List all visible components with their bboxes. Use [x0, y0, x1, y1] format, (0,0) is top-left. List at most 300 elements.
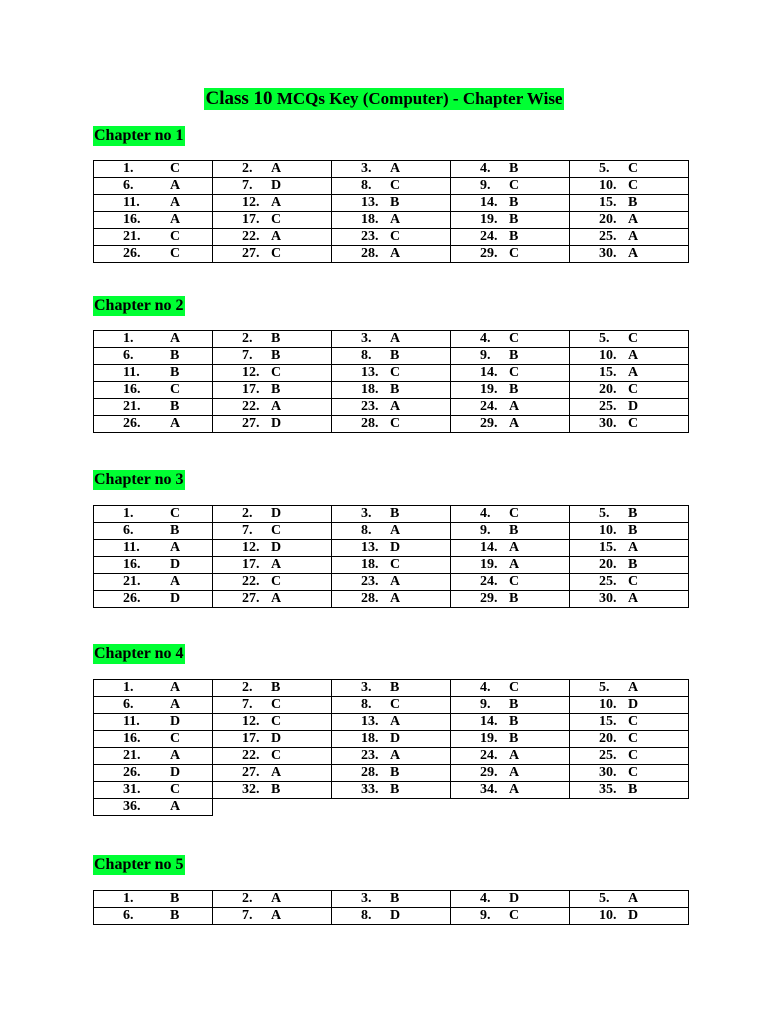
- answer-row: [94, 229, 689, 246]
- answer-letter: C: [170, 229, 181, 244]
- question-number: 5.: [599, 680, 610, 695]
- answer-cell: [451, 382, 570, 399]
- question-number: 2.: [242, 161, 253, 176]
- answer-row: [94, 331, 689, 348]
- answer-letter: A: [170, 331, 181, 346]
- answer-cell: [570, 731, 689, 748]
- question-number: 13.: [361, 195, 379, 210]
- answer-letter: A: [628, 348, 639, 363]
- answer-letter: A: [271, 161, 282, 176]
- question-number: 22.: [242, 574, 260, 589]
- answer-cell: [332, 731, 451, 748]
- answer-letter: B: [271, 382, 281, 397]
- answer-cell: [213, 540, 332, 557]
- answer-cell: [332, 891, 451, 908]
- answer-cell: [94, 765, 213, 782]
- question-number: 8.: [361, 697, 372, 712]
- answer-letter: C: [390, 178, 401, 193]
- answer-letter: B: [390, 348, 400, 363]
- answer-cell: [570, 680, 689, 697]
- question-number: 27.: [242, 591, 260, 606]
- answer-cell: [213, 229, 332, 246]
- answer-letter: C: [628, 161, 639, 176]
- answer-letter: A: [390, 523, 401, 538]
- answer-cell: [332, 591, 451, 608]
- question-number: 22.: [242, 399, 260, 414]
- answer-cell: [332, 331, 451, 348]
- answer-cell: [94, 365, 213, 382]
- answer-letter: B: [628, 506, 638, 521]
- question-number: 10.: [599, 523, 617, 538]
- answer-cell: [451, 574, 570, 591]
- question-number: 3.: [361, 506, 372, 521]
- answer-cell: [570, 212, 689, 229]
- question-number: 16.: [123, 557, 141, 572]
- question-number: 2.: [242, 891, 253, 906]
- answer-cell: [451, 195, 570, 212]
- answer-letter: C: [509, 680, 520, 695]
- question-number: 4.: [480, 891, 491, 906]
- answer-letter: D: [390, 540, 401, 555]
- answer-cell: [332, 229, 451, 246]
- answer-cell: [213, 908, 332, 925]
- answer-letter: C: [271, 748, 282, 763]
- answer-cell: [451, 246, 570, 263]
- answer-cell: [94, 178, 213, 195]
- answer-letter: C: [271, 574, 282, 589]
- question-number: 35.: [599, 782, 617, 797]
- answer-letter: C: [628, 731, 639, 746]
- answer-cell: [94, 748, 213, 765]
- question-number: 4.: [480, 331, 491, 346]
- answer-letter: A: [390, 331, 401, 346]
- answer-cell: [213, 178, 332, 195]
- answer-cell: [213, 195, 332, 212]
- question-number: 6.: [123, 908, 134, 923]
- chapter-5-answer-table: [93, 890, 689, 925]
- question-number: 24.: [480, 748, 498, 763]
- answer-cell: [332, 506, 451, 523]
- question-number: 11.: [123, 365, 140, 380]
- answer-letter: C: [271, 714, 282, 729]
- answer-letter: B: [390, 782, 400, 797]
- answer-letter: A: [628, 229, 639, 244]
- answer-letter: A: [170, 416, 181, 431]
- answer-letter: A: [170, 799, 181, 814]
- question-number: 26.: [123, 765, 141, 780]
- question-number: 21.: [123, 748, 141, 763]
- answer-letter: C: [509, 506, 520, 521]
- question-number: 11.: [123, 714, 140, 729]
- question-number: 19.: [480, 557, 498, 572]
- question-number: 1.: [123, 161, 134, 176]
- answer-letter: C: [170, 382, 181, 397]
- question-number: 9.: [480, 697, 491, 712]
- chapter-1-answer-table: [93, 160, 689, 263]
- answer-letter: A: [509, 399, 520, 414]
- answer-letter: A: [509, 748, 520, 763]
- answer-cell: [213, 891, 332, 908]
- answer-cell: [570, 557, 689, 574]
- answer-letter: C: [271, 212, 282, 227]
- question-number: 23.: [361, 399, 379, 414]
- answer-row: [94, 416, 689, 433]
- question-number: 17.: [242, 557, 260, 572]
- answer-cell: [570, 697, 689, 714]
- answer-cell: [451, 399, 570, 416]
- answer-letter: C: [628, 382, 639, 397]
- answer-cell: [570, 416, 689, 433]
- answer-cell: [94, 557, 213, 574]
- answer-letter: A: [628, 246, 639, 261]
- answer-cell: [570, 195, 689, 212]
- answer-cell: [451, 348, 570, 365]
- answer-letter: D: [271, 540, 282, 555]
- question-number: 11.: [123, 195, 140, 210]
- document-title: [204, 88, 565, 110]
- question-number: 2.: [242, 506, 253, 521]
- answer-cell: [570, 908, 689, 925]
- answer-cell: [332, 697, 451, 714]
- answer-letter: C: [628, 331, 639, 346]
- answer-row: [94, 557, 689, 574]
- answer-cell: [570, 506, 689, 523]
- question-number: 29.: [480, 591, 498, 606]
- answer-cell: [332, 540, 451, 557]
- question-number: 3.: [361, 161, 372, 176]
- answer-cell: [570, 161, 689, 178]
- answer-cell: [213, 331, 332, 348]
- question-number: 4.: [480, 161, 491, 176]
- chapter-3-answer-table: [93, 505, 689, 608]
- question-number: 30.: [599, 765, 617, 780]
- answer-cell: [94, 161, 213, 178]
- answer-letter: D: [628, 697, 639, 712]
- answer-row: [94, 697, 689, 714]
- answer-letter: B: [170, 908, 180, 923]
- question-number: 21.: [123, 229, 141, 244]
- answer-letter: A: [271, 195, 282, 210]
- answer-letter: A: [271, 591, 282, 606]
- question-number: 23.: [361, 574, 379, 589]
- answer-cell: [570, 382, 689, 399]
- question-number: 12.: [242, 714, 260, 729]
- question-number: 7.: [242, 178, 253, 193]
- question-number: 17.: [242, 212, 260, 227]
- answer-letter: A: [390, 399, 401, 414]
- question-number: 5.: [599, 891, 610, 906]
- question-number: 8.: [361, 908, 372, 923]
- answer-cell: [332, 748, 451, 765]
- question-number: 6.: [123, 348, 134, 363]
- answer-cell: [332, 908, 451, 925]
- answer-cell: [451, 365, 570, 382]
- answer-cell: [451, 748, 570, 765]
- answer-cell: [570, 399, 689, 416]
- answer-cell: [94, 506, 213, 523]
- answer-letter: A: [271, 891, 282, 906]
- answer-letter: A: [390, 161, 401, 176]
- question-number: 29.: [480, 416, 498, 431]
- question-number: 10.: [599, 908, 617, 923]
- answer-cell: [213, 212, 332, 229]
- answer-cell: [451, 506, 570, 523]
- answer-letter: A: [628, 591, 639, 606]
- answer-letter: C: [170, 506, 181, 521]
- answer-cell: [213, 714, 332, 731]
- question-number: 34.: [480, 782, 498, 797]
- question-number: 19.: [480, 212, 498, 227]
- answer-cell: [332, 161, 451, 178]
- answer-cell: [213, 748, 332, 765]
- answer-letter: B: [390, 765, 400, 780]
- question-number: 17.: [242, 382, 260, 397]
- question-number: 7.: [242, 697, 253, 712]
- answer-letter: C: [509, 574, 520, 589]
- answer-letter: A: [628, 680, 639, 695]
- question-number: 1.: [123, 506, 134, 521]
- answer-cell: [94, 195, 213, 212]
- question-number: 7.: [242, 348, 253, 363]
- chapter-4-answer-table: [93, 679, 689, 816]
- question-number: 16.: [123, 731, 141, 746]
- answer-letter: C: [390, 416, 401, 431]
- answer-letter: A: [271, 399, 282, 414]
- answer-cell: [570, 178, 689, 195]
- answer-cell: [570, 891, 689, 908]
- answer-cell: [213, 382, 332, 399]
- question-number: 14.: [480, 540, 498, 555]
- question-number: 3.: [361, 680, 372, 695]
- answer-row: [94, 178, 689, 195]
- question-number: 28.: [361, 416, 379, 431]
- answer-cell: [332, 178, 451, 195]
- question-number: 17.: [242, 731, 260, 746]
- answer-letter: C: [170, 731, 181, 746]
- question-number: 22.: [242, 748, 260, 763]
- answer-letter: B: [628, 782, 638, 797]
- chapter-4-heading: Chapter no 4: [94, 645, 184, 662]
- question-number: 11.: [123, 540, 140, 555]
- answer-cell: [570, 365, 689, 382]
- answer-row: [94, 591, 689, 608]
- answer-cell: [332, 714, 451, 731]
- question-number: 26.: [123, 591, 141, 606]
- question-number: 5.: [599, 161, 610, 176]
- answer-cell: [94, 540, 213, 557]
- question-number: 23.: [361, 229, 379, 244]
- answer-letter: C: [170, 782, 181, 797]
- question-number: 1.: [123, 891, 134, 906]
- answer-letter: B: [509, 591, 519, 606]
- answer-letter: A: [271, 229, 282, 244]
- answer-cell: [332, 382, 451, 399]
- answer-letter: C: [509, 178, 520, 193]
- answer-row: [94, 246, 689, 263]
- answer-letter: C: [509, 331, 520, 346]
- question-number: 29.: [480, 765, 498, 780]
- answer-letter: B: [271, 331, 281, 346]
- question-number: 3.: [361, 331, 372, 346]
- question-number: 9.: [480, 178, 491, 193]
- answer-cell: [570, 348, 689, 365]
- question-number: 33.: [361, 782, 379, 797]
- answer-letter: B: [390, 891, 400, 906]
- answer-letter: C: [390, 557, 401, 572]
- question-number: 24.: [480, 574, 498, 589]
- question-number: 28.: [361, 765, 379, 780]
- answer-cell: [451, 229, 570, 246]
- answer-letter: D: [271, 178, 282, 193]
- answer-letter: A: [390, 246, 401, 261]
- question-number: 13.: [361, 714, 379, 729]
- answer-letter: B: [509, 161, 519, 176]
- answer-letter: D: [170, 765, 181, 780]
- answer-cell: [570, 540, 689, 557]
- answer-letter: A: [170, 680, 181, 695]
- answer-letter: A: [170, 178, 181, 193]
- question-number: 10.: [599, 178, 617, 193]
- chapter-2-answer-table: [93, 330, 689, 433]
- question-number: 20.: [599, 212, 617, 227]
- answer-letter: B: [170, 891, 180, 906]
- answer-letter: A: [170, 195, 181, 210]
- question-number: 10.: [599, 697, 617, 712]
- question-number: 2.: [242, 680, 253, 695]
- answer-letter: B: [509, 731, 519, 746]
- answer-letter: A: [170, 748, 181, 763]
- answer-cell: [213, 161, 332, 178]
- answer-letter: D: [628, 908, 639, 923]
- answer-cell: [332, 765, 451, 782]
- question-number: 12.: [242, 195, 260, 210]
- answer-cell: [94, 891, 213, 908]
- answer-letter: A: [170, 212, 181, 227]
- answer-row: [94, 195, 689, 212]
- answer-cell: [332, 416, 451, 433]
- answer-cell: [94, 908, 213, 925]
- answer-cell: [451, 697, 570, 714]
- answer-row: [94, 680, 689, 697]
- answer-row: [94, 382, 689, 399]
- question-number: 22.: [242, 229, 260, 244]
- answer-letter: C: [628, 178, 639, 193]
- answer-letter: D: [170, 591, 181, 606]
- answer-letter: A: [509, 782, 520, 797]
- answer-cell: [94, 574, 213, 591]
- answer-letter: A: [390, 714, 401, 729]
- answer-letter: B: [390, 506, 400, 521]
- question-number: 20.: [599, 731, 617, 746]
- question-number: 12.: [242, 365, 260, 380]
- question-number: 6.: [123, 178, 134, 193]
- answer-letter: A: [628, 891, 639, 906]
- answer-letter: A: [390, 212, 401, 227]
- answer-cell: [94, 697, 213, 714]
- answer-cell: [213, 697, 332, 714]
- question-number: 18.: [361, 382, 379, 397]
- answer-row: [94, 161, 689, 178]
- answer-cell: [94, 714, 213, 731]
- answer-row: [94, 365, 689, 382]
- question-number: 32.: [242, 782, 260, 797]
- answer-row: [94, 908, 689, 925]
- question-number: 24.: [480, 229, 498, 244]
- question-number: 20.: [599, 382, 617, 397]
- answer-letter: C: [170, 246, 181, 261]
- chapter-3-heading: Chapter no 3: [94, 471, 184, 488]
- question-number: 8.: [361, 523, 372, 538]
- answer-cell: [451, 891, 570, 908]
- chapter-5-heading: Chapter no 5: [94, 856, 184, 873]
- answer-cell: [94, 731, 213, 748]
- question-number: 14.: [480, 365, 498, 380]
- answer-cell: [332, 557, 451, 574]
- answer-letter: B: [628, 523, 638, 538]
- answer-letter: C: [509, 908, 520, 923]
- answer-cell: [94, 799, 213, 816]
- answer-letter: B: [390, 382, 400, 397]
- answer-cell: [570, 229, 689, 246]
- question-number: 9.: [480, 348, 491, 363]
- question-number: 8.: [361, 348, 372, 363]
- question-number: 13.: [361, 540, 379, 555]
- answer-cell: [332, 399, 451, 416]
- answer-cell: [213, 365, 332, 382]
- question-number: 6.: [123, 697, 134, 712]
- answer-letter: B: [170, 399, 180, 414]
- answer-cell: [94, 523, 213, 540]
- answer-letter: B: [390, 195, 400, 210]
- answer-cell: [332, 574, 451, 591]
- answer-cell: [451, 591, 570, 608]
- answer-letter: D: [271, 506, 282, 521]
- answer-row: [94, 574, 689, 591]
- document-title-prefix: Class 10: [205, 88, 273, 109]
- answer-cell: [332, 212, 451, 229]
- question-number: 15.: [599, 195, 617, 210]
- answer-cell: [451, 540, 570, 557]
- answer-letter: A: [628, 212, 639, 227]
- question-number: 23.: [361, 748, 379, 763]
- question-number: 28.: [361, 246, 379, 261]
- question-number: 2.: [242, 331, 253, 346]
- answer-cell: [94, 382, 213, 399]
- answer-letter: C: [271, 365, 282, 380]
- answer-letter: A: [628, 540, 639, 555]
- answer-cell: [451, 557, 570, 574]
- question-number: 10.: [599, 348, 617, 363]
- question-number: 29.: [480, 246, 498, 261]
- question-number: 3.: [361, 891, 372, 906]
- answer-cell: [94, 680, 213, 697]
- answer-cell: [213, 348, 332, 365]
- document-title-wrap: [0, 88, 768, 110]
- question-number: 27.: [242, 416, 260, 431]
- question-number: 20.: [599, 557, 617, 572]
- question-number: 25.: [599, 574, 617, 589]
- answer-letter: D: [271, 731, 282, 746]
- answer-letter: A: [509, 557, 520, 572]
- answer-cell: [94, 416, 213, 433]
- answer-letter: A: [509, 765, 520, 780]
- question-number: 6.: [123, 523, 134, 538]
- answer-cell: [213, 731, 332, 748]
- answer-row: [94, 348, 689, 365]
- question-number: 28.: [361, 591, 379, 606]
- answer-cell: [213, 416, 332, 433]
- answer-row: [94, 399, 689, 416]
